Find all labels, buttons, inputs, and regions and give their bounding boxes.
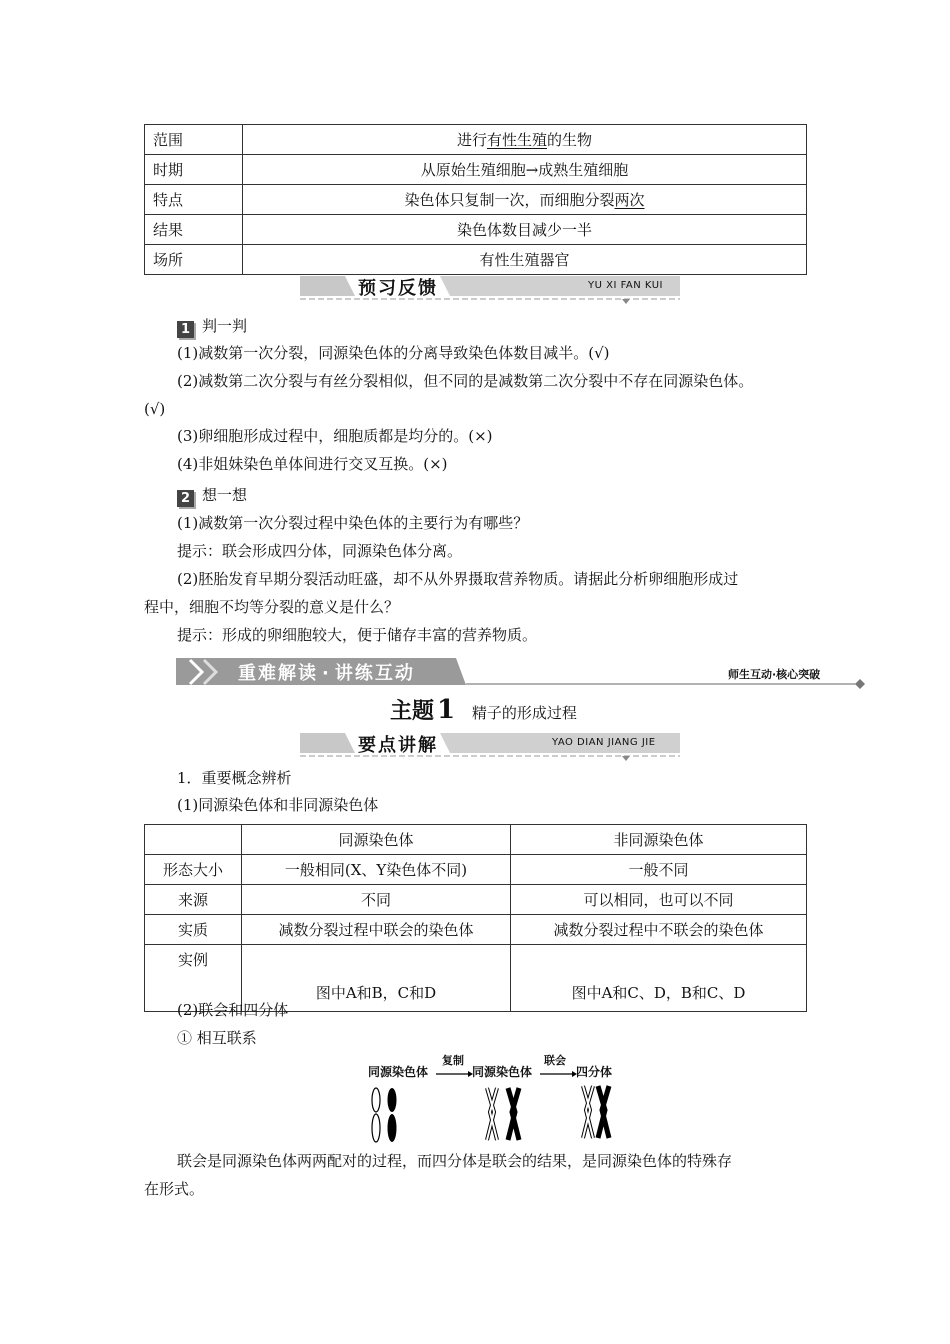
table-row — [145, 125, 807, 155]
tetrad-icon — [580, 1082, 616, 1142]
cell: 可以相同，也可以不同 — [511, 885, 807, 915]
row-value: 从原始生殖细胞→成熟生殖细胞 — [243, 155, 807, 185]
homologous-chromosomes-icon — [368, 1086, 408, 1144]
topic-heading — [390, 694, 577, 726]
table-row — [145, 915, 807, 945]
summary-table — [144, 124, 807, 275]
table-row — [145, 185, 807, 215]
cell: 一般相同(X、Y染色体不同) — [242, 855, 511, 885]
arrow-icon — [434, 1070, 474, 1078]
row-label: 形态大小 — [145, 855, 242, 885]
table-row — [145, 855, 807, 885]
question: (2)减数第二次分裂与有丝分裂相似，但不同的是减数第二次分裂中不存在同源染色体。 — [177, 372, 754, 390]
cell: 不同 — [242, 885, 511, 915]
cell: 一般不同 — [511, 855, 807, 885]
header-cell: 同源染色体 — [242, 825, 511, 855]
section-heading: 2 想一想 — [177, 484, 247, 507]
stage-label: 同源染色体 — [472, 1065, 533, 1079]
subheading: ① 相互联系 — [177, 1029, 257, 1047]
hint: 提示：联会形成四分体，同源染色体分离。 — [177, 542, 463, 560]
question: (4)非姐妹染色单体间进行交叉互换。(×) — [177, 455, 448, 473]
table-row — [145, 155, 807, 185]
cell: 减数分裂过程中联会的染色体 — [242, 915, 511, 945]
topic-label: 主题 — [390, 699, 435, 724]
row-value: 染色体数目减少一半 — [243, 215, 807, 245]
banner-right-label: 师生互动·核心突破 — [728, 668, 821, 681]
arrow-icon — [538, 1070, 578, 1078]
question-cont: 程中，细胞不均等分裂的意义是什么？ — [144, 598, 400, 616]
header-cell — [145, 825, 242, 855]
topic-title: 精子的形成过程 — [471, 704, 577, 722]
banner-subtitle: YU XI FAN KUI — [588, 280, 663, 291]
topic-number: 1 — [437, 695, 456, 725]
row-label: 时期 — [145, 155, 243, 185]
row-label: 范围 — [145, 125, 243, 155]
cell: 图中A和B，C和D — [242, 945, 511, 1012]
number-badge: 1 — [177, 321, 194, 338]
key-difficulty-banner — [176, 655, 866, 689]
table-header-row — [145, 825, 807, 855]
question: (3)卵细胞形成过程中，细胞质都是均分的。(×) — [177, 427, 493, 445]
chromosome-table — [144, 824, 807, 1012]
question: (2)胚胎发育早期分裂活动旺盛，却不从外界摄取营养物质。请据此分析卵细胞形成过 — [177, 570, 739, 588]
paragraph-cont: 在形式。 — [144, 1180, 205, 1198]
banner-title: 重难解读 · 讲练互动 — [238, 663, 415, 684]
header-cell: 非同源染色体 — [511, 825, 807, 855]
banner-title: 要点讲解 — [358, 735, 438, 756]
stage-label: 四分体 — [576, 1065, 613, 1079]
banner-title: 预习反馈 — [358, 278, 438, 299]
question-cont: (√) — [144, 400, 166, 418]
synapsis-diagram — [368, 1052, 628, 1144]
duplicated-chromosomes-icon — [484, 1086, 528, 1144]
subheading: 1．重要概念辨析 — [177, 769, 292, 787]
cell: 图中A和C、D，B和C、D — [511, 945, 807, 1012]
row-value: 染色体只复制一次，而细胞分裂两次 — [243, 185, 807, 215]
row-label: 特点 — [145, 185, 243, 215]
subheading: (2)联会和四分体 — [177, 1001, 289, 1019]
stage-label: 同源染色体 — [368, 1065, 429, 1079]
table-row — [145, 215, 807, 245]
table-row — [145, 885, 807, 915]
arrow-label: 联会 — [544, 1054, 566, 1067]
table-row — [145, 245, 807, 275]
preview-feedback-banner — [300, 274, 680, 304]
banner-subtitle: YAO DIAN JIANG JIE — [552, 737, 656, 748]
paragraph: 联会是同源染色体两两配对的过程，而四分体是联会的结果，是同源染色体的特殊存 — [177, 1152, 733, 1170]
arrow-label: 复制 — [442, 1054, 464, 1067]
row-label: 实例 — [145, 945, 242, 1012]
row-label: 来源 — [145, 885, 242, 915]
question: (1)减数第一次分裂，同源染色体的分离导致染色体数目减半。(√) — [177, 344, 610, 362]
cell: 减数分裂过程中不联会的染色体 — [511, 915, 807, 945]
row-value: 进行有性生殖的生物 — [243, 125, 807, 155]
number-badge: 2 — [177, 490, 194, 507]
row-label: 场所 — [145, 245, 243, 275]
row-value: 有性生殖器官 — [243, 245, 807, 275]
section-heading: 1 判一判 — [177, 315, 247, 338]
row-label: 结果 — [145, 215, 243, 245]
subheading: (1)同源染色体和非同源染色体 — [177, 796, 379, 814]
question: (1)减数第一次分裂过程中染色体的主要行为有哪些？ — [177, 514, 529, 532]
hint: 提示：形成的卵细胞较大，便于储存丰富的营养物质。 — [177, 626, 538, 644]
key-points-banner — [300, 731, 680, 761]
row-label: 实质 — [145, 915, 242, 945]
